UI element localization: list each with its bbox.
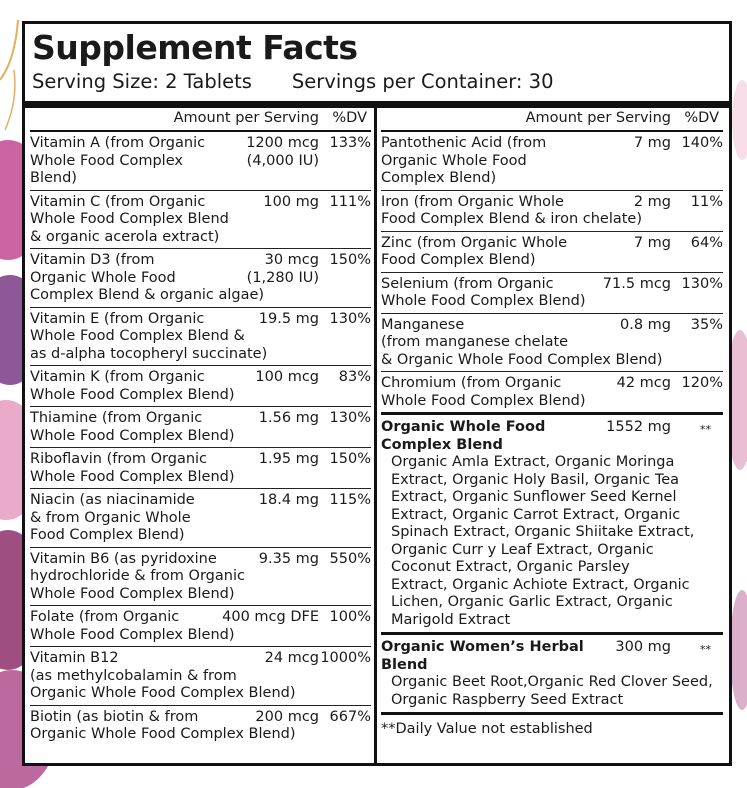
nutrient-amount: 100 mcg <box>255 369 319 385</box>
amount-header: Amount per Serving <box>173 110 319 126</box>
nutrient-row <box>30 548 371 607</box>
blend-name: Organic Women’s Herbal Blend <box>381 639 584 673</box>
nutrient-amount: 30 mcg (1,280 IU) <box>246 252 319 286</box>
nutrient-amount: 1.56 mg <box>258 410 319 426</box>
blend-amount: 300 mg <box>615 639 671 655</box>
nutrient-dv: 11% <box>690 193 723 210</box>
column-divider <box>374 108 377 766</box>
nutrient-name: Selenium (from Organic Whole Food Complex Blend) <box>381 275 586 309</box>
servings-per-container: Servings per Container: 30 <box>291 70 554 93</box>
blend-amount: 1552 mg <box>606 419 671 435</box>
nutrient-amount: 7 mg <box>633 234 671 251</box>
nutrient-name: Vitamin B12 (as methylcobalamin & from Organic Whole Food Complex Blend) <box>30 650 296 701</box>
nutrient-dv: 115% <box>329 492 371 508</box>
blend-name: Organic Whole Food Complex Blend <box>381 419 546 453</box>
nutrient-dv: 130% <box>329 310 371 327</box>
nutrient-row <box>30 448 371 489</box>
blend-ingredients: Organic Amla Extract, Organic Moringa Extract, Organic Holy Basil, Organic Tea Extract, Organic Sunflower Seed Kernel Extract, Organic Carrot Extract, Organic Spinach Extract, Organic Shiitake Extract, Organic Curr y Leaf Extract, Organic Coconut Extract, Organic Parsley Extract, Organic Achiote Extract, Organic Lichen, Organic Garlic Extract, Organic Marigold Extract <box>391 454 695 628</box>
nutrient-dv: 150% <box>329 451 371 467</box>
nutrient-amount: 19.5 mg <box>258 310 319 327</box>
nutrient-amount: 7 mg <box>633 135 671 151</box>
nutrient-row <box>30 606 371 647</box>
nutrient-name: Vitamin D3 (from Organic Whole Food Complex Blend & organic algae) <box>30 252 265 303</box>
nutrient-amount: 71.5 mcg <box>602 275 671 292</box>
serving-info <box>32 70 554 93</box>
nutrient-row <box>30 132 371 191</box>
nutrient-amount: 9.35 mg <box>258 550 319 567</box>
nutrient-dv: 120% <box>681 375 723 391</box>
nutrient-dv: 667% <box>329 708 371 725</box>
nutrient-row <box>381 191 723 232</box>
serving-size: Serving Size: 2 Tablets <box>32 70 252 93</box>
blend-dv: ** <box>700 423 711 436</box>
nutrient-name: Vitamin A (from Organic Whole Food Complex Blend) <box>30 135 206 186</box>
nutrient-row <box>381 372 723 415</box>
blend-block <box>381 415 723 635</box>
nutrient-name: Manganese (from manganese chelate & Organic Whole Food Complex Blend) <box>381 316 663 368</box>
nutrient-dv: 130% <box>329 410 371 426</box>
nutrient-row <box>30 706 371 746</box>
panel-title: Supplement Facts <box>32 28 358 67</box>
nutrient-row <box>30 366 371 407</box>
nutrient-amount: 200 mcg <box>255 708 319 725</box>
nutrient-row <box>381 132 723 191</box>
right-column-header <box>381 108 723 132</box>
nutrient-amount: 2 mg <box>633 193 671 210</box>
amount-header: Amount per Serving <box>525 110 671 126</box>
nutrient-name: Vitamin C (from Organic Whole Food Complex Blend & organic acerola extract) <box>30 193 229 245</box>
nutrient-amount: 400 mcg DFE <box>222 609 319 625</box>
nutrient-dv: 550% <box>329 550 371 567</box>
nutrient-row <box>30 308 371 367</box>
right-column <box>381 108 723 739</box>
nutrient-amount: 100 mg <box>263 193 319 210</box>
nutrient-row <box>30 191 371 250</box>
left-nutrient-list <box>30 132 371 746</box>
nutrient-name: Folate (from Organic Whole Food Complex Blend) <box>30 609 235 643</box>
left-column <box>30 108 371 746</box>
dv-header: %DV <box>332 110 367 126</box>
nutrient-amount: 1200 mcg (4,000 IU) <box>246 135 319 169</box>
nutrient-amount: 1.95 mg <box>258 451 319 467</box>
nutrient-dv: 1000% <box>320 650 371 666</box>
nutrient-amount: 18.4 mg <box>258 492 319 508</box>
nutrient-row <box>30 489 371 548</box>
nutrient-name: Pantothenic Acid (from Organic Whole Food Complex Blend) <box>381 135 547 186</box>
nutrient-name: Biotin (as biotin & from Organic Whole Food Complex Blend) <box>30 708 296 742</box>
dv-header: %DV <box>684 110 719 126</box>
nutrient-dv: 140% <box>681 135 723 151</box>
top-divider <box>25 101 729 108</box>
left-column-header <box>30 108 371 132</box>
nutrient-dv: 35% <box>690 316 723 333</box>
right-nutrient-list <box>381 132 723 415</box>
blend-dv: ** <box>700 643 711 656</box>
nutrient-row <box>30 407 371 448</box>
nutrient-row <box>381 314 723 373</box>
blend-block <box>381 635 723 715</box>
nutrient-amount: 42 mcg <box>616 375 671 391</box>
nutrient-name: Chromium (from Organic Whole Food Complex Blend) <box>381 375 586 409</box>
nutrient-amount: 24 mcg <box>264 650 319 666</box>
nutrient-dv: 64% <box>690 234 723 251</box>
nutrient-name: Zinc (from Organic Whole Food Complex Blend) <box>381 234 568 268</box>
nutrient-dv: 133% <box>329 135 371 151</box>
nutrient-name: Vitamin E (from Organic Whole Food Complex Blend & as d-alpha tocopheryl succinate) <box>30 310 268 362</box>
footnote: **Daily Value not established <box>381 721 593 737</box>
nutrient-dv: 83% <box>338 369 371 385</box>
blend-list <box>381 415 723 715</box>
nutrient-name: Vitamin B6 (as pyridoxine hydrochloride & from Organic Whole Food Complex Blend) <box>30 550 245 602</box>
nutrient-dv: 100% <box>329 609 371 625</box>
nutrient-name: Riboflavin (from Organic Whole Food Complex Blend) <box>30 451 235 485</box>
nutrient-name: Thiamine (from Organic Whole Food Complex Blend) <box>30 410 235 444</box>
nutrient-dv: 130% <box>681 275 723 292</box>
supplement-facts-panel <box>22 21 732 766</box>
nutrient-dv: 111% <box>329 193 371 210</box>
nutrient-row <box>30 647 371 706</box>
nutrient-row <box>381 232 723 273</box>
nutrient-row <box>30 249 371 308</box>
nutrient-amount: 0.8 mg <box>620 316 671 333</box>
nutrient-dv: 150% <box>329 252 371 268</box>
blend-ingredients: Organic Beet Root,Organic Red Clover Seed, Organic Raspberry Seed Extract <box>391 674 713 708</box>
nutrient-row <box>381 273 723 314</box>
nutrient-name: Vitamin K (from Organic Whole Food Complex Blend) <box>30 369 235 403</box>
nutrient-name: Iron (from Organic Whole Food Complex Blend & iron chelate) <box>381 193 643 227</box>
nutrient-name: Niacin (as niacinamide & from Organic Whole Food Complex Blend) <box>30 492 195 543</box>
